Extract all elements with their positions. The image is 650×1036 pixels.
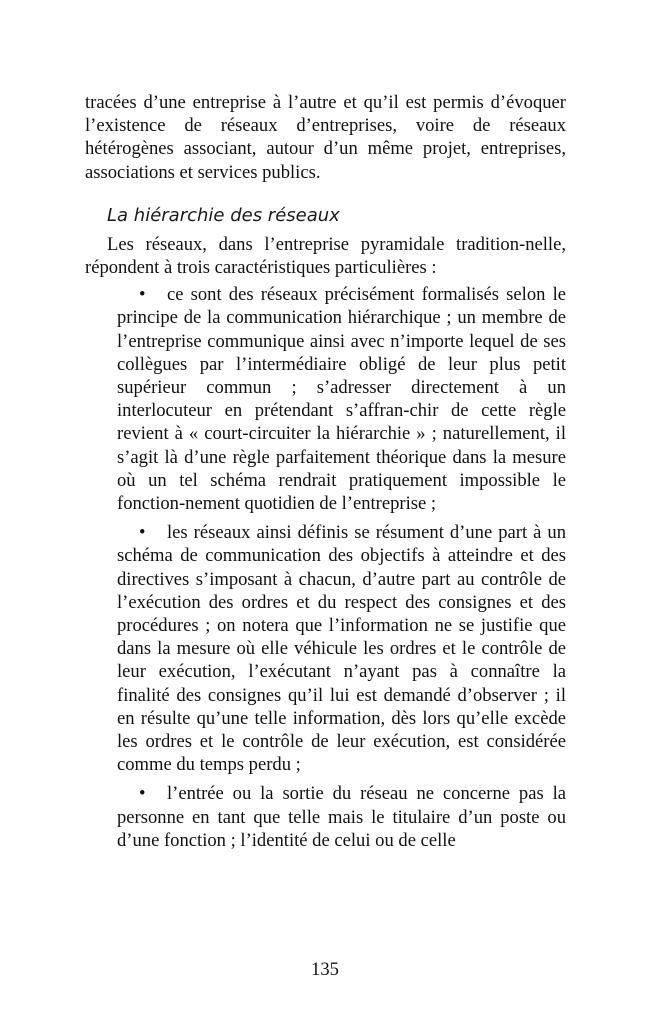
bullet-list bbox=[117, 283, 566, 852]
list-item bbox=[117, 283, 566, 515]
list-item-text: ce sont des réseaux précisément formalisés selon le principe de la communication hiérarchique ; un membre de l’entreprise communique ainsi avec n’importe lequel de ses collègues par l’intermédiaire obligé de leur plus petit supérieur commun ; s’adresser directement à un interlocuteur en prétendant s’affran-chir de cette règle revient à « court-circuiter la hiérarchie » ; naturellement, il s’agit là d’une règle parfaitement théorique dans la mesure où un tel schéma rendrait pratiquement impossible le fonction-nement quotidien de l’entreprise ; bbox=[117, 284, 566, 515]
bullet-icon: • bbox=[139, 522, 146, 544]
list-item bbox=[117, 521, 566, 776]
page-body bbox=[85, 91, 566, 858]
list-item-text: l’entrée ou la sortie du réseau ne concerne pas la personne en tant que telle mais le titulaire d’un poste ou d’une fonction ; l’identité de celui ou de celle bbox=[117, 783, 566, 851]
list-item bbox=[117, 782, 566, 852]
list-item-text: les réseaux ainsi définis se résument d’une part à un schéma de communication des objectifs à atteindre et des directives s’imposant à chacun, d’autre part au contrôle de l’exécution des ordres et du respect des consignes et des procédures ; on notera que l’information ne se justifie que dans la mesure où elle véhicule les ordres et le contrôle de leur exécution, l’exécutant n’ayant pas à connaître la finalité des consignes qu’il lui est demandé d’observer ; il en résulte qu’une telle information, dès lors qu’elle excède les ordres et le contrôle de leur exécution, est considérée comme du temps perdu ; bbox=[117, 522, 566, 776]
bullet-icon: • bbox=[139, 783, 146, 805]
page-number: 135 bbox=[311, 959, 339, 980]
lead-paragraph: Les réseaux, dans l’entreprise pyramidale tradition-nelle, répondent à trois caractéristiques particulières : bbox=[85, 233, 566, 279]
section-heading: La hiérarchie des réseaux bbox=[107, 204, 340, 226]
bullet-icon: • bbox=[139, 284, 146, 306]
intro-paragraph: tracées d’une entreprise à l’autre et qu’il est permis d’évoquer l’existence de réseaux d’entreprises, voire de réseaux hétérogènes associant, autour d’un même projet, entreprises, associations et services publics. bbox=[85, 92, 566, 183]
